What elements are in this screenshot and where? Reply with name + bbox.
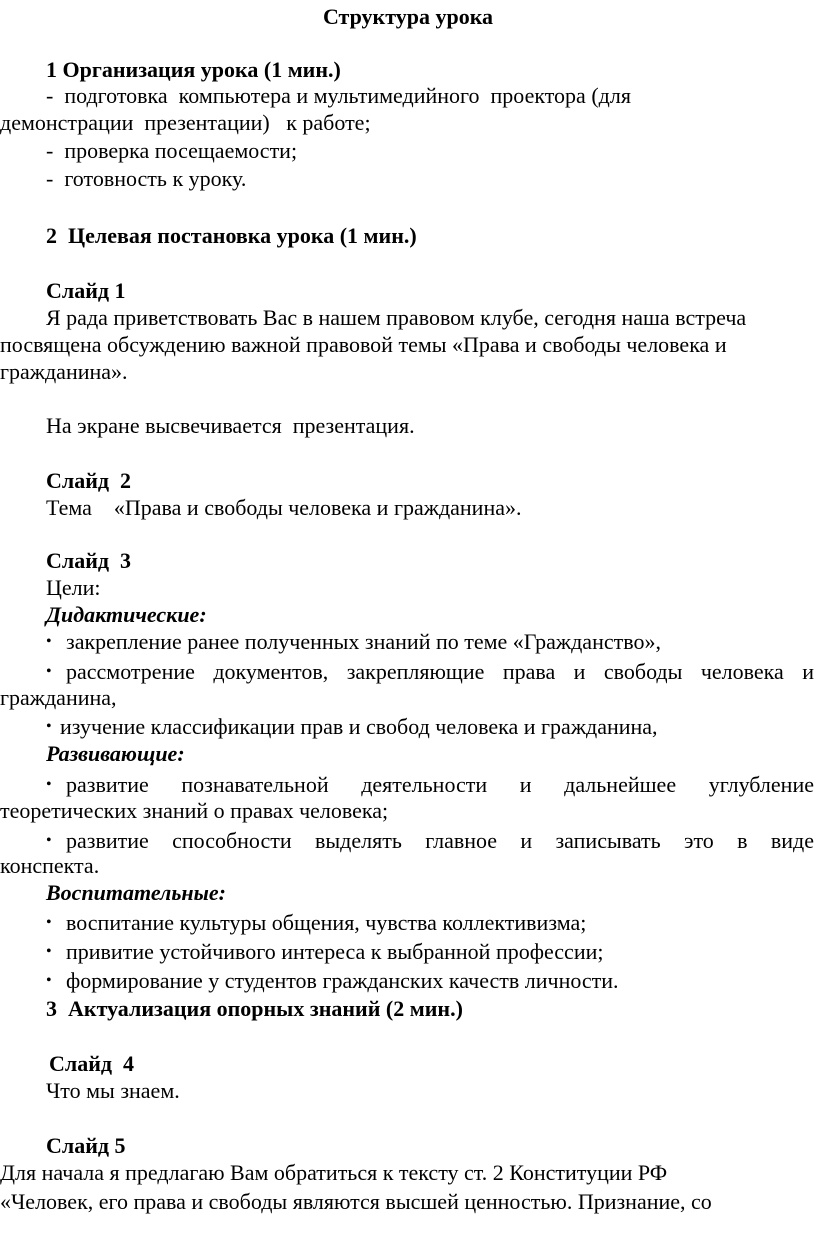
section-1-item: - подготовка компьютера и мультимедийного проектора (для (46, 83, 631, 108)
slide-5-text: Для начала я предлагаю Вам обратиться к тексту ст. 2 Конституции РФ (0, 1160, 668, 1185)
list-item-text: рассмотрение документов, закрепляющие права и свободы человека и (66, 659, 814, 684)
section-1-item: - проверка посещаемости; (46, 138, 298, 163)
section-2-heading: 2 Целевая постановка урока (1 мин.) (46, 223, 417, 248)
list-item (0, 659, 816, 685)
slide-3-title: Слайд 3 (46, 548, 132, 573)
slide-1-title: Слайд 1 (46, 278, 126, 303)
goals-label: Цели: (46, 575, 101, 600)
slide-1-text: Я рада приветствовать Вас в нашем правовом клубе, сегодня наша встреча (46, 305, 747, 330)
slide-1-text: гражданина». (0, 359, 128, 384)
slide-1-text: посвящена обсуждению важной правовой темы «Права и свободы человека и (0, 332, 727, 357)
bullet-icon: • (46, 776, 52, 793)
didactic-heading: Дидактические: (46, 602, 207, 627)
list-item (0, 772, 816, 798)
list-item-text: воспитание культуры общения, чувства коллективизма; (66, 910, 587, 935)
section-3-heading: 3 Актуализация опорных знаний (2 мин.) (46, 996, 463, 1021)
list-item-cont: гражданина, (0, 685, 117, 710)
list-item-text: изучение классификации прав и свобод человека и гражданина, (60, 714, 658, 739)
bullet-icon: • (46, 914, 52, 931)
bullet-icon: • (46, 943, 52, 960)
list-item-text: развитие познавательной деятельности и дальнейшее углубление (66, 772, 814, 797)
section-1-item-cont: демонстрации презентации) к работе; (0, 110, 371, 135)
educational-heading: Воспитательные: (46, 880, 226, 905)
slide-2-title: Слайд 2 (46, 468, 132, 493)
bullet-icon: • (46, 663, 52, 680)
list-item-text: формирование у студентов гражданских качеств личности. (66, 968, 619, 993)
list-item-text: развитие способности выделять главное и записывать это в виде (66, 828, 814, 853)
developing-heading: Развивающие: (46, 741, 185, 766)
section-1-heading: 1 Организация урока (1 мин.) (46, 57, 341, 82)
page-title: Структура урока (322, 4, 494, 29)
slide-4-text: Что мы знаем. (46, 1078, 180, 1103)
list-item (0, 910, 816, 936)
slide-5-text: «Человек, его права и свободы являются высшей ценностью. Признание, со (0, 1189, 712, 1214)
bullet-icon: • (46, 718, 52, 735)
list-item (0, 629, 816, 655)
list-item-cont: конспекта. (0, 853, 100, 878)
slide-5-title: Слайд 5 (46, 1133, 126, 1158)
bullet-icon: • (46, 972, 52, 989)
list-item-text: привитие устойчивого интереса к выбранной профессии; (66, 939, 604, 964)
slide-1-note: На экране высвечивается презентация. (46, 413, 415, 438)
list-item (0, 968, 816, 994)
list-item (0, 828, 816, 854)
bullet-icon: • (46, 633, 52, 650)
section-1-item: - готовность к уроку. (46, 166, 247, 191)
bullet-icon: • (46, 832, 52, 849)
list-item (0, 939, 816, 965)
list-item (0, 714, 816, 740)
list-item-text: закрепление ранее полученных знаний по теме «Гражданство», (66, 629, 661, 654)
slide-4-title: Слайд 4 (49, 1051, 135, 1076)
list-item-cont: теоретических знаний о правах человека; (0, 798, 389, 823)
slide-2-text: Тема «Права и свободы человека и гражданина». (46, 495, 522, 520)
